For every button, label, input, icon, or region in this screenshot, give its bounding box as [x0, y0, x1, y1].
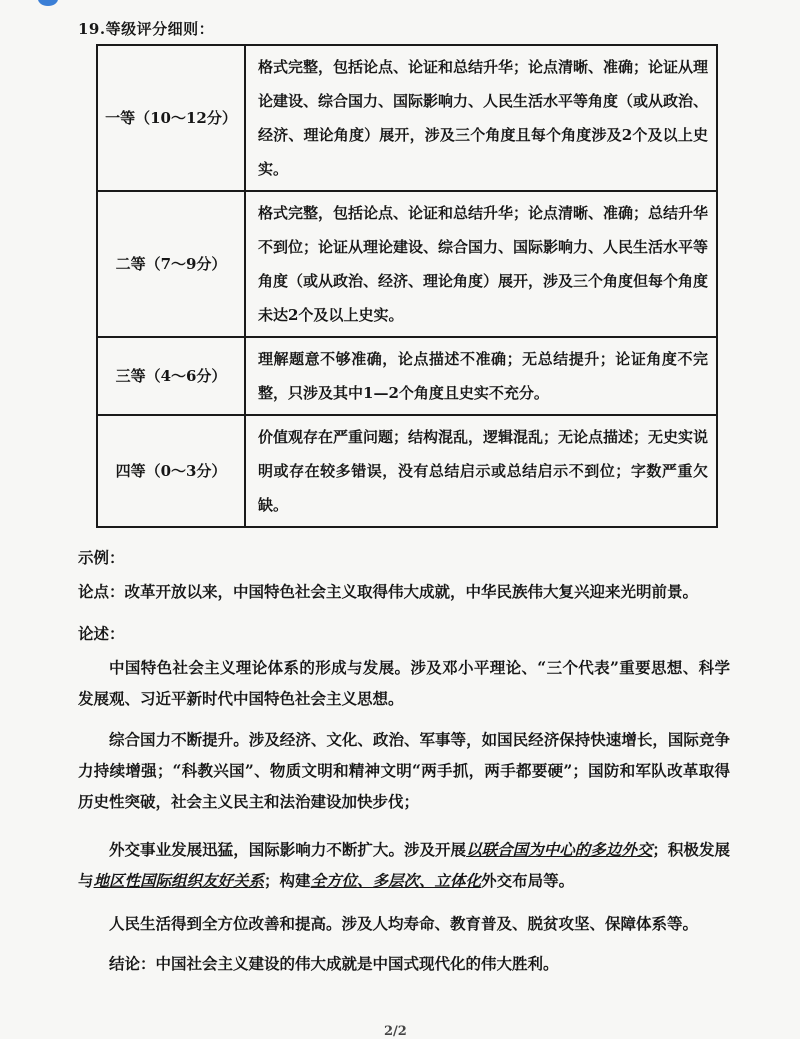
table-row [97, 45, 717, 191]
section-heading: 19.等级评分细则： [78, 20, 215, 38]
grade-level: 四等（0～3分） [97, 415, 245, 527]
argument-label: 论述： [78, 624, 125, 643]
grade-level: 一等（10～12分） [97, 45, 245, 191]
diplomacy-text: ；积极发展与 [78, 840, 730, 890]
grade-criteria: 价值观存在严重问题；结构混乱，逻辑混乱；无论点描述；无史实说明或存在较多错误，没有总结启示或总结启示不到位；字数严重欠缺。 [245, 415, 717, 527]
grading-table [96, 44, 718, 528]
table-row [97, 191, 717, 337]
argument-paragraph-livelihood: 人民生活得到全方位改善和提高。涉及人均寿命、教育普及、脱贫攻坚、保障体系等。 [109, 914, 699, 933]
thesis-text: 论点：改革开放以来，中国特色社会主义取得伟大成就，中华民族伟大复兴迎来光明前景。 [78, 582, 699, 601]
page-number: 2/2 [384, 1024, 407, 1039]
diplomacy-text: 外交事业发展迅猛，国际影响力不断扩大。涉及开展 [109, 840, 467, 859]
diplomacy-text: ；构建 [264, 871, 311, 890]
argument-paragraph-strength: 综合国力不断提升。涉及经济、文化、政治、军事等，如国民经济保持快速增长，国际竞争力持续增强；“科教兴国”、物质文明和精神文明“两手抓，两手都要硬”；国防和军队改革取得历史性突破，社会主义民主和法治建设加快步伐； [78, 730, 730, 811]
table-row [97, 337, 717, 415]
grade-criteria: 格式完整，包括论点、论证和总结升华；论点清晰、准确；论证从理论建设、综合国力、国际影响力、人民生活水平等角度（或从政治、经济、理论角度）展开，涉及三个角度且每个角度涉及2个及以上史实。 [245, 45, 717, 191]
conclusion-text: 结论：中国社会主义建设的伟大成就是中国式现代化的伟大胜利。 [109, 954, 559, 973]
underlined-phrase: 地区性国际组织友好关系 [93, 871, 265, 890]
grade-level: 三等（4～6分） [97, 337, 245, 415]
grade-criteria: 理解题意不够准确，论点描述不准确；无总结提升；论证角度不完整，只涉及其中1—2个角度且史实不充分。 [245, 337, 717, 415]
underlined-phrase: 全方位、多层次、立体化 [310, 871, 482, 890]
example-label: 示例： [78, 548, 125, 567]
argument-paragraph-diplomacy [78, 834, 730, 896]
argument-paragraph-theory: 中国特色社会主义理论体系的形成与发展。涉及邓小平理论、“三个代表”重要思想、科学发展观、习近平新时代中国特色社会主义思想。 [78, 658, 730, 708]
grade-criteria: 格式完整，包括论点、论证和总结升华；论点清晰、准确；总结升华不到位；论证从理论建设、综合国力、国际影响力、人民生活水平等角度（或从政治、经济、理论角度）展开，涉及三个角度但每个角度未达2个及以上史实。 [245, 191, 717, 337]
underlined-phrase: 以联合国为中心的多边外交 [466, 840, 653, 859]
blue-mark-icon [38, 0, 58, 6]
grade-level: 二等（7～9分） [97, 191, 245, 337]
table-row [97, 415, 717, 527]
diplomacy-text: 外交布局等。 [481, 871, 575, 890]
